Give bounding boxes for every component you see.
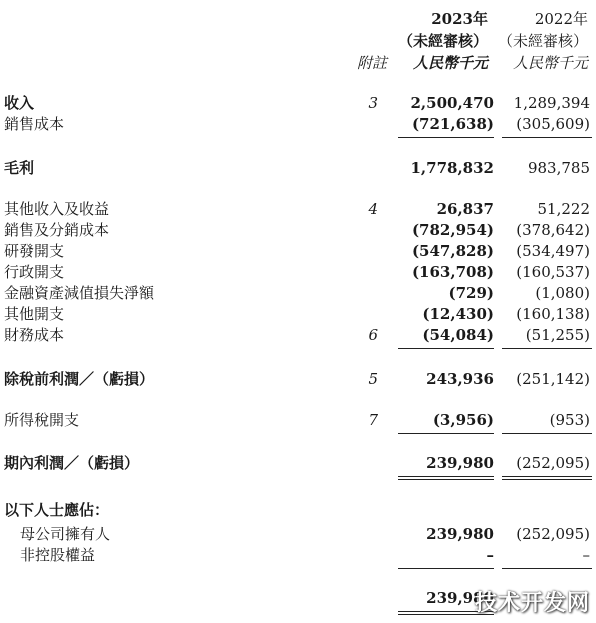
subtotal-rule bbox=[502, 137, 592, 138]
row-label: 其他收入及收益 bbox=[4, 200, 110, 218]
row-label: 收入 bbox=[4, 94, 35, 112]
header-currency-2022: 人民幣千元 bbox=[512, 54, 588, 72]
row-value-2022: (51,255) bbox=[525, 326, 590, 344]
row-label: 所得稅開支 bbox=[4, 411, 80, 429]
table-row bbox=[0, 114, 596, 134]
row-label: 行政開支 bbox=[4, 263, 65, 281]
row-label: 銷售及分銷成本 bbox=[4, 221, 110, 239]
header-year-2022: 2022年 bbox=[534, 10, 588, 28]
row-label: 母公司擁有人 bbox=[20, 525, 111, 543]
table-row bbox=[0, 500, 596, 520]
table-row bbox=[0, 304, 596, 324]
table-row bbox=[0, 545, 596, 565]
row-note: 6 bbox=[368, 326, 378, 344]
subtotal-rule bbox=[502, 433, 592, 434]
row-value-2023: (547,828) bbox=[411, 242, 494, 260]
row-label: 以下人士應佔： bbox=[4, 501, 110, 519]
row-value-2023: 239,980 bbox=[426, 454, 494, 472]
total-double-rule bbox=[398, 476, 494, 477]
row-value-2023: (3,956) bbox=[432, 411, 494, 429]
row-label: 研發開支 bbox=[4, 242, 65, 260]
subtotal-rule bbox=[502, 568, 592, 569]
row-value-2022: (252,095) bbox=[516, 525, 590, 543]
total-double-rule bbox=[502, 479, 592, 480]
total-double-rule bbox=[502, 476, 592, 477]
row-value-2023: (721,638) bbox=[411, 115, 494, 133]
row-value-2022: (305,609) bbox=[516, 115, 590, 133]
row-value-2023: (54,084) bbox=[422, 326, 494, 344]
row-label: 毛利 bbox=[4, 159, 35, 177]
row-value-2022: (160,138) bbox=[516, 305, 590, 323]
row-note: 3 bbox=[368, 94, 378, 112]
table-row bbox=[0, 158, 596, 178]
subtotal-rule bbox=[398, 137, 494, 138]
row-label: 除稅前利潤／（虧損） bbox=[4, 370, 155, 388]
table-row bbox=[0, 369, 596, 389]
header-unaudited-2022: （未經審核） bbox=[497, 32, 588, 50]
row-value-2023: – bbox=[486, 546, 494, 564]
row-label: 其他開支 bbox=[4, 305, 65, 323]
table-row bbox=[0, 325, 596, 345]
row-value-2022: (252,095) bbox=[516, 454, 590, 472]
row-value-2023: (12,430) bbox=[422, 305, 494, 323]
table-row bbox=[0, 241, 596, 261]
row-value-2022: (160,537) bbox=[516, 263, 590, 281]
row-value-2022: 983,785 bbox=[527, 159, 590, 177]
row-label: 銷售成本 bbox=[4, 115, 65, 133]
table-row bbox=[0, 524, 596, 544]
header-year-2023: 2023年 bbox=[431, 10, 488, 28]
total-double-rule bbox=[398, 479, 494, 480]
table-row bbox=[0, 262, 596, 282]
row-value-2022: – bbox=[582, 546, 590, 564]
row-value-2022: (1,080) bbox=[535, 284, 590, 302]
row-value-2022: (251,142) bbox=[516, 370, 590, 388]
row-value-2022: (378,642) bbox=[516, 221, 590, 239]
subtotal-rule bbox=[502, 348, 592, 349]
watermark: 技术开发网 bbox=[474, 591, 590, 616]
row-value-2023: 1,778,832 bbox=[410, 159, 494, 177]
table-row bbox=[0, 283, 596, 303]
row-note: 5 bbox=[368, 370, 378, 388]
row-note: 4 bbox=[368, 200, 378, 218]
header-note: 附註 bbox=[356, 54, 387, 72]
row-value-2022: (953) bbox=[549, 411, 590, 429]
table-row bbox=[0, 93, 596, 113]
row-value-2022: 51,222 bbox=[537, 200, 590, 218]
row-value-2023: 2,500,470 bbox=[410, 94, 494, 112]
row-value-2023: 243,936 bbox=[426, 370, 494, 388]
row-label: 金融資產減值損失淨額 bbox=[4, 284, 155, 302]
subtotal-rule bbox=[398, 433, 494, 434]
row-label: 財務成本 bbox=[4, 326, 65, 344]
row-value-2023: 239,980 bbox=[426, 525, 494, 543]
subtotal-rule bbox=[398, 348, 494, 349]
row-value-2023: (729) bbox=[448, 284, 494, 302]
row-label: 非控股權益 bbox=[20, 546, 96, 564]
row-label: 期內利潤／（虧損） bbox=[4, 454, 140, 472]
row-value-2023: (782,954) bbox=[411, 221, 494, 239]
row-value-2023: (163,708) bbox=[411, 263, 494, 281]
header-unaudited-2023: （未經審核） bbox=[397, 32, 488, 50]
row-value-2023: 26,837 bbox=[436, 200, 494, 218]
row-note: 7 bbox=[368, 411, 378, 429]
row-value-2023: 239,980 bbox=[426, 589, 494, 607]
subtotal-rule bbox=[398, 568, 494, 569]
header-currency-2023: 人民幣千元 bbox=[412, 54, 488, 72]
row-value-2022: 1,289,394 bbox=[513, 94, 590, 112]
row-value-2022: (534,497) bbox=[516, 242, 590, 260]
table-row bbox=[0, 199, 596, 219]
table-row bbox=[0, 410, 596, 430]
table-row bbox=[0, 453, 596, 473]
table-row bbox=[0, 220, 596, 240]
